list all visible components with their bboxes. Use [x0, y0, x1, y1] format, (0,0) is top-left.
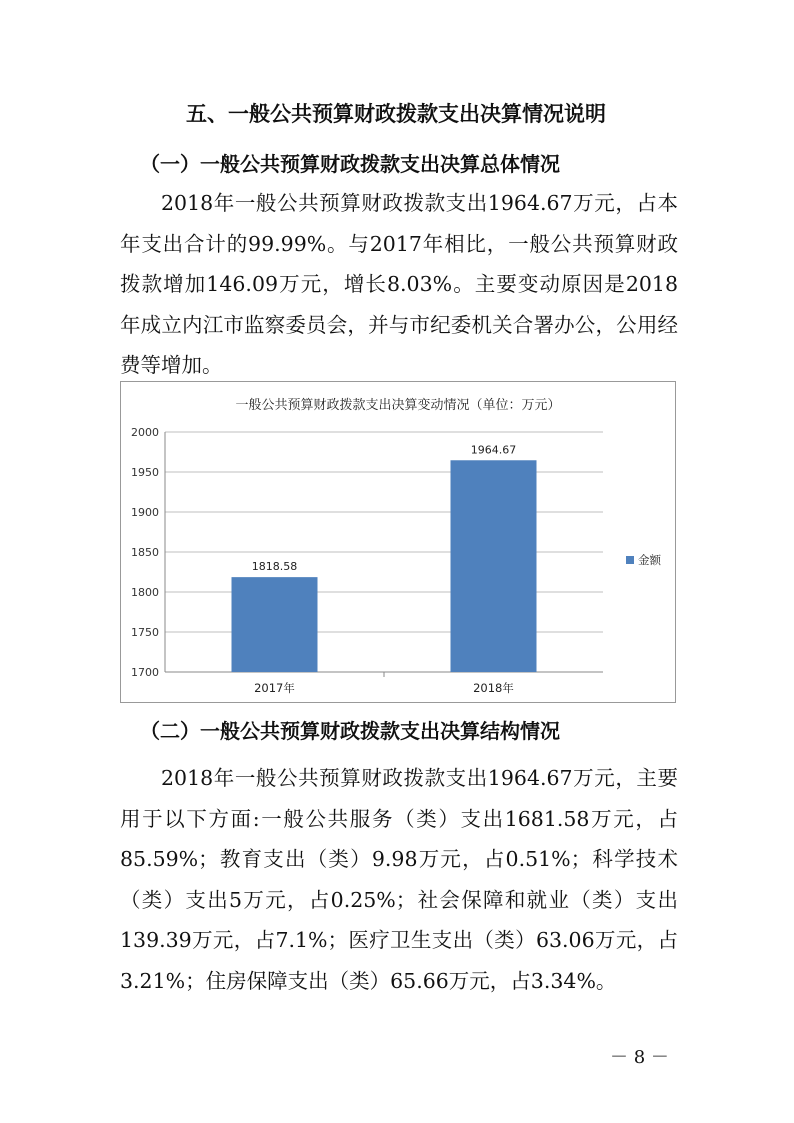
subsection-heading-overall: （一）一般公共预算财政拨款支出决算总体情况	[140, 152, 560, 176]
chart-title: 一般公共预算财政拨款支出决算变动情况（单位：万元）	[235, 398, 561, 413]
page-number: － 8 －	[610, 1047, 669, 1068]
section-heading: 五、一般公共预算财政拨款支出决算情况说明	[186, 102, 606, 126]
bar-1	[232, 577, 318, 672]
x-tick-label: 2018年	[473, 681, 514, 695]
structure-paragraph: 2018年一般公共预算财政拨款支出1964.67万元，主要用于以下方面:一般公共服务（类）支出1681.58万元，占85.59%；教育支出（类）9.98万元，占0.51%；科学技术（类）支出5万元，占0.25%；社会保障和就业（类）支出139.39万元，占7.1%；医疗卫生支出（类）63.06万元，占3.21%；住房保障支出（类）65.66万元，占3.34%。	[120, 766, 678, 993]
y-tick-label: 1950	[131, 466, 159, 479]
data-label: 1964.67	[470, 443, 517, 457]
overall-paragraph: 2018年一般公共预算财政拨款支出1964.67万元，占本年支出合计的99.99%。与2017年相比，一般公共预算财政拨款增加146.09万元，增长8.03%。主要变动原因是2018年成立内江市监察委员会，并与市纪委机关合署办公，公用经费等增加。	[120, 191, 678, 377]
y-tick-label: 1700	[131, 666, 159, 679]
legend-swatch	[626, 556, 634, 564]
y-tick-label: 1800	[131, 586, 159, 599]
y-tick-label: 2000	[131, 426, 159, 439]
y-tick-label: 1750	[131, 626, 159, 639]
bar-2	[451, 460, 537, 672]
subsection-heading-structure: （二）一般公共预算财政拨款支出决算结构情况	[140, 719, 560, 743]
x-tick-label: 2017年	[254, 681, 295, 695]
legend-label: 金额	[638, 553, 661, 567]
y-tick-label: 1900	[131, 506, 159, 519]
bar-chart	[121, 382, 675, 702]
chart-container	[120, 381, 676, 703]
y-tick-label: 1850	[131, 546, 159, 559]
data-label: 1818.58	[251, 560, 298, 574]
